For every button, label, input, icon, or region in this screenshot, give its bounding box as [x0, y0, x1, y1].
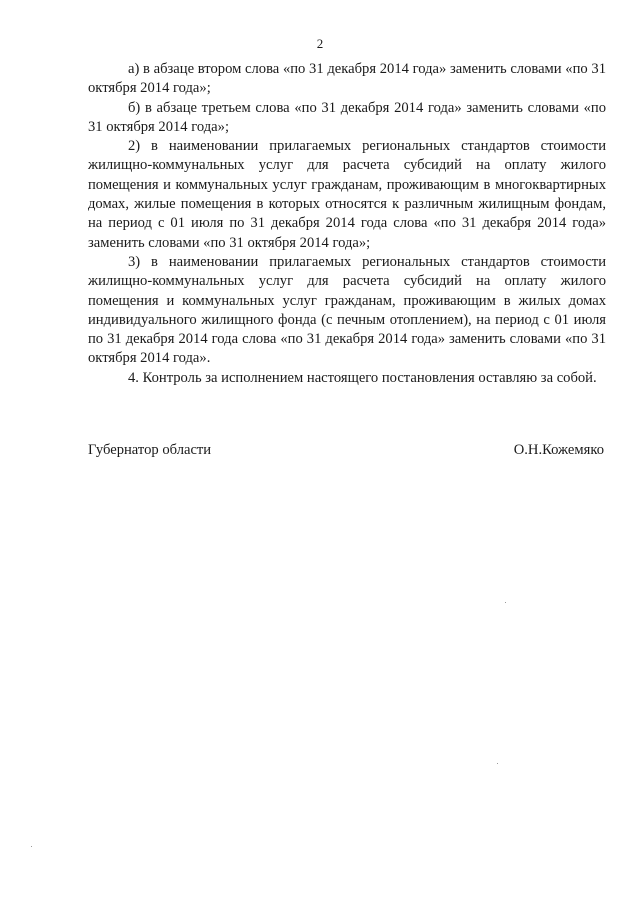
signatory-name: О.Н.Кожемяко	[513, 442, 604, 458]
scan-speck	[31, 846, 32, 847]
scan-speck	[497, 763, 498, 764]
page-number: 2	[316, 36, 324, 51]
signature-block	[88, 442, 604, 459]
signatory-position: Губернатор области	[88, 442, 212, 458]
scan-speck	[505, 602, 506, 603]
paragraph-b: б) в абзаце третьем слова «по 31 декабря 2014 года» заменить словами «по 31 октября 2014 года»;	[88, 99, 606, 135]
paragraph-3: 3) в наименовании прилагаемых региональных стандартов стоимости жилищно-коммунальных услуг для расчета субсидий на оплату жилого помещения и коммунальных услуг гражданам, проживающим в жилых домах индивидуального жилищного фонда (с печным отоплением), на период с 01 июля по 31 декабря 2014 года слова «по 31 декабря 2014 года» заменить словами «по 31 октября 2014 года».	[88, 253, 606, 367]
document-body	[88, 60, 606, 388]
paragraph-2: 2) в наименовании прилагаемых региональных стандартов стоимости жилищно-коммунальных услуг для расчета субсидий на оплату жилого помещения и коммунальных услуг гражданам, проживающим в многоквартирных домах, жилые помещения в которых относятся к различным жилищным фондам, на период с 01 июля по 31 декабря 2014 года слова «по 31 декабря 2014 года» заменить словами «по 31 октября 2014 года»;	[88, 138, 606, 251]
paragraph-a: а) в абзаце втором слова «по 31 декабря 2014 года» заменить словами «по 31 октября 2014 года»;	[88, 61, 606, 97]
paragraph-4: 4. Контроль за исполнением настоящего постановления оставляю за собой.	[128, 369, 597, 386]
